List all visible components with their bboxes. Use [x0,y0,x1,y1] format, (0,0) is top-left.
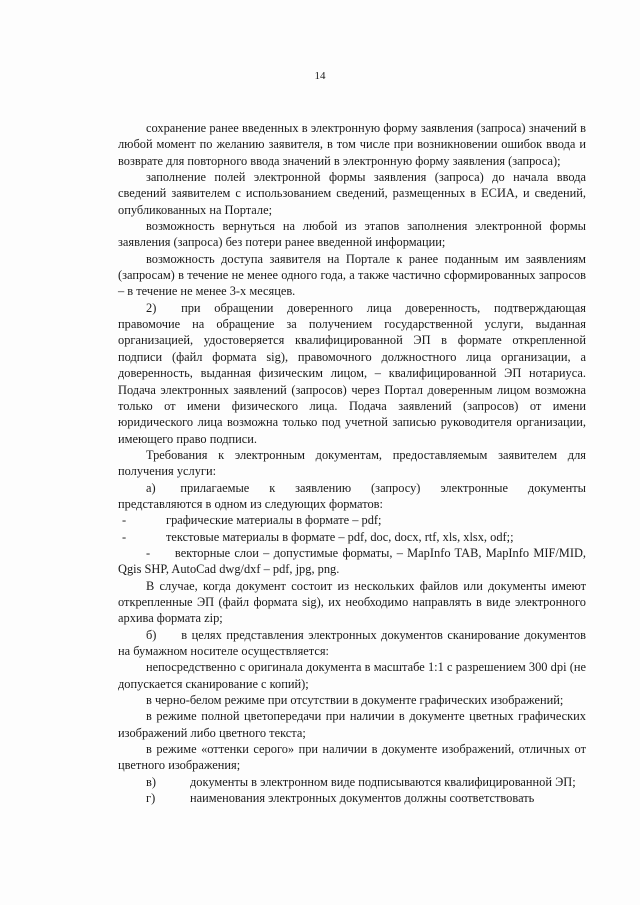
bullet-dash: - [146,545,151,560]
paragraph-formats: прилагаемые к заявлению (запросу) электронные документы представляются в одном из следующих форматов: [118,480,586,511]
list-text: текстовые материалы в формате – pdf, doc, docx, rtf, xls, xlsx, odf;; [166,529,514,544]
list-item-b [118,627,586,660]
list-item-a [118,480,586,513]
paragraph-naming: наименования электронных документов должны соответствовать [190,791,535,806]
list-item-g [118,790,586,806]
bullet-dash: - [122,513,127,528]
paragraph-autofill: заполнение полей электронной формы заявления (запроса) до начала ввода сведений заявителем с использованием сведений, размещенных в ЕСИА, и сведений, опубликованных на Портале; [118,170,586,217]
paragraph-return-to-step: возможность вернуться на любой из этапов заполнения электронной формы заявления (запроса) без потери ранее введенной информации; [118,219,586,250]
paragraph-scan-grayscale: в режиме «оттенки серого» при наличии в документе изображений, отличных от цветного изображения; [118,742,586,773]
list-text: графические материалы в формате – pdf; [166,513,382,528]
list-item-graphics [118,512,586,528]
document-body [118,120,586,806]
bullet-dash: - [122,529,127,544]
paragraph-scanning: в целях представления электронных документов сканирование документов на бумажном носителе осуществляется: [118,627,586,658]
list-item-2 [118,300,586,447]
list-marker: 2) [146,300,157,315]
list-item-text-materials [118,529,586,545]
list-marker: г) [146,791,156,806]
list-item-v [118,774,586,790]
paragraph-scan-original: непосредственно с оригинала документа в масштабе 1:1 с разрешением 300 dpi (не допускается сканирование с копий); [118,660,586,691]
page-number: 14 [314,70,326,82]
paragraph-requirements: Требования к электронным документам, предоставляемым заявителем для получения услуги: [118,447,586,479]
paragraph-scan-bw: в черно-белом режиме при отсутствии в документе графических изображений; [146,693,564,708]
paragraph-save-values: сохранение ранее введенных в электронную форму заявления (запроса) значений в любой момент по желанию заявителя, в том числе при возникновении ошибок ввода и возврате для повторного ввода значений в электронную форму заявления (запроса); [118,121,586,168]
paragraph-scan-color: в режиме полной цветопередачи при наличии в документе цветных графических изображений либо цветного текста; [118,709,586,740]
paragraph-access-history: возможность доступа заявителя на Портале к ранее поданным им заявлениям (запросам) в течение не менее одного года, а также частично сформированных запросов – в течение не менее 3-х месяцев. [118,251,586,299]
list-marker: а) [146,480,156,495]
paragraph-zip-archive: В случае, когда документ состоит из нескольких файлов или документы имеют открепленные ЭП (файл формата sig), их необходимо направлять в виде электронного архива формата zip; [118,578,586,626]
list-marker: б) [146,627,157,642]
paragraph-trusted-person: при обращении доверенного лица доверенность, подтверждающая правомочие на обращение за получением государственной услуги, выданная организацией, удостоверяется квалифицированной ЭП в формате открепленной подписи (файл формата sig), правомочного должностного лица организации, а доверенность, выданная физическим лицом, – квалифицированной ЭП нотариуса. Подача электронных заявлений (запросов) через Портал доверенным лицом возможна только от имени физического лица. Подача заявлений (запросов) от имени юридического лица возможна только под учетной записью руководителя организации, имеющего право подписи. [118,300,586,446]
list-text: векторные слои – допустимые форматы, – MapInfo TAB, MapInfo MIF/MID, Qgis SHP, AutoCad dwg/dxf – pdf, jpg, png. [118,545,586,577]
list-marker: в) [146,774,156,789]
list-item-vector-layers [118,545,586,578]
paragraph-signature: документы в электронном виде подписываются квалифицированной ЭП; [190,774,576,789]
